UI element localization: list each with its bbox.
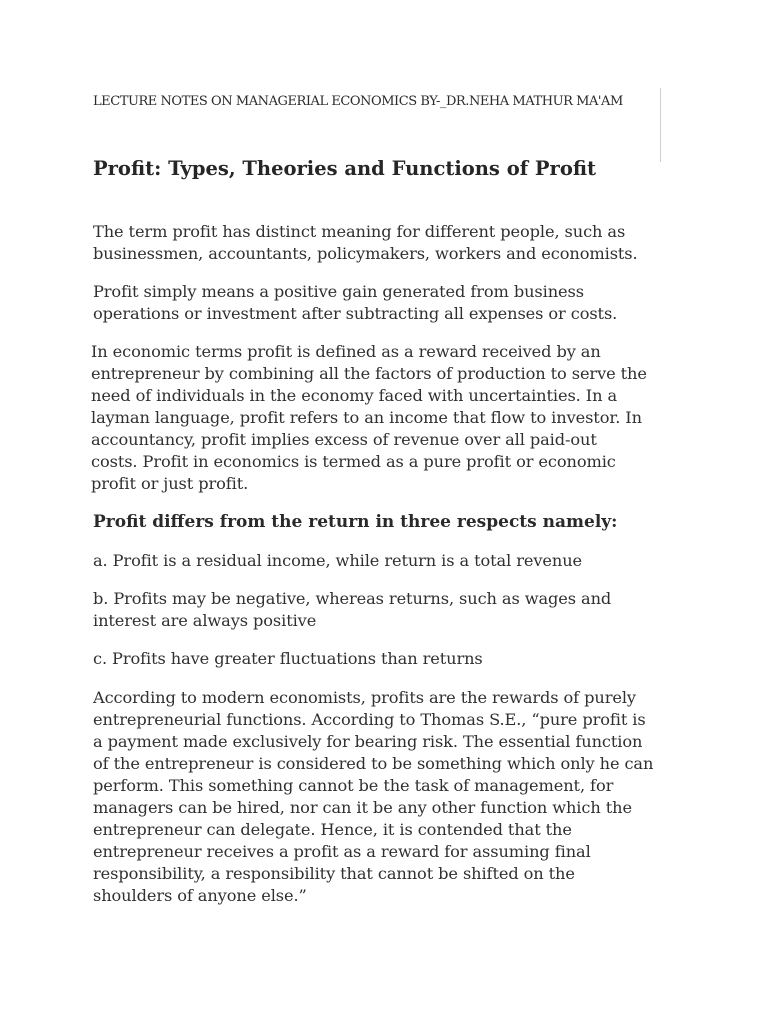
list-item-b xyxy=(93,588,693,632)
text-line: a payment made exclusively for bearing risk. The essential function xyxy=(93,732,643,751)
paragraph-economic-terms xyxy=(91,341,693,495)
text-line: accountancy, profit implies excess of revenue over all paid-out xyxy=(91,430,597,449)
text-line: entrepreneur by combining all the factors of production to serve the xyxy=(91,364,647,383)
text-line: layman language, profit refers to an income that flow to investor. In xyxy=(91,408,642,427)
header-divider xyxy=(660,88,661,162)
text-line: perform. This something cannot be the task of management, for xyxy=(93,776,614,795)
text-line: managers can be hired, nor can it be any other function which the xyxy=(93,798,632,817)
text-line: entrepreneurial functions. According to Thomas S.E., “pure profit is xyxy=(93,710,646,729)
paragraph-definition xyxy=(93,281,693,325)
text-line: a. Profit is a residual income, while return is a total revenue xyxy=(93,551,583,570)
text-line: shoulders of anyone else.” xyxy=(93,886,307,905)
text-line: The term profit has distinct meaning for different people, such as xyxy=(93,222,626,241)
lecture-header: LECTURE NOTES ON MANAGERIAL ECONOMICS BY-_DR.NEHA MATHUR MA'AM xyxy=(93,94,623,109)
text-line: businessmen, accountants, policymakers, workers and economists. xyxy=(93,244,638,263)
text-line: profit or just profit. xyxy=(91,474,249,493)
text-line: costs. Profit in economics is termed as a pure profit or economic xyxy=(91,452,616,471)
text-line: Profit simply means a positive gain generated from business xyxy=(93,282,584,301)
text-line: entrepreneur receives a profit as a reward for assuming final xyxy=(93,842,591,861)
text-line: responsibility, a responsibility that cannot be shifted on the xyxy=(93,864,575,883)
text-line: operations or investment after subtracting all expenses or costs. xyxy=(93,304,618,323)
list-item-c xyxy=(93,648,693,670)
text-line: of the entrepreneur is considered to be something which only he can xyxy=(93,754,654,773)
text-line: c. Profits have greater fluctuations than returns xyxy=(93,649,483,668)
text-line: In economic terms profit is defined as a reward received by an xyxy=(91,342,601,361)
text-line: b. Profits may be negative, whereas returns, such as wages and xyxy=(93,589,612,608)
document-body xyxy=(93,221,693,923)
text-line: need of individuals in the economy faced with uncertainties. In a xyxy=(91,386,617,405)
text-line: interest are always positive xyxy=(93,611,317,630)
paragraph-modern-economists xyxy=(93,687,693,907)
document-title: Profit: Types, Theories and Functions of Profit xyxy=(93,157,597,180)
list-item-a xyxy=(93,550,693,572)
paragraph-intro xyxy=(93,221,693,265)
text-line: According to modern economists, profits are the rewards of purely xyxy=(93,688,636,707)
section-subheading: Profit differs from the return in three respects namely: xyxy=(93,512,618,532)
text-line: entrepreneur can delegate. Hence, it is contended that the xyxy=(93,820,572,839)
